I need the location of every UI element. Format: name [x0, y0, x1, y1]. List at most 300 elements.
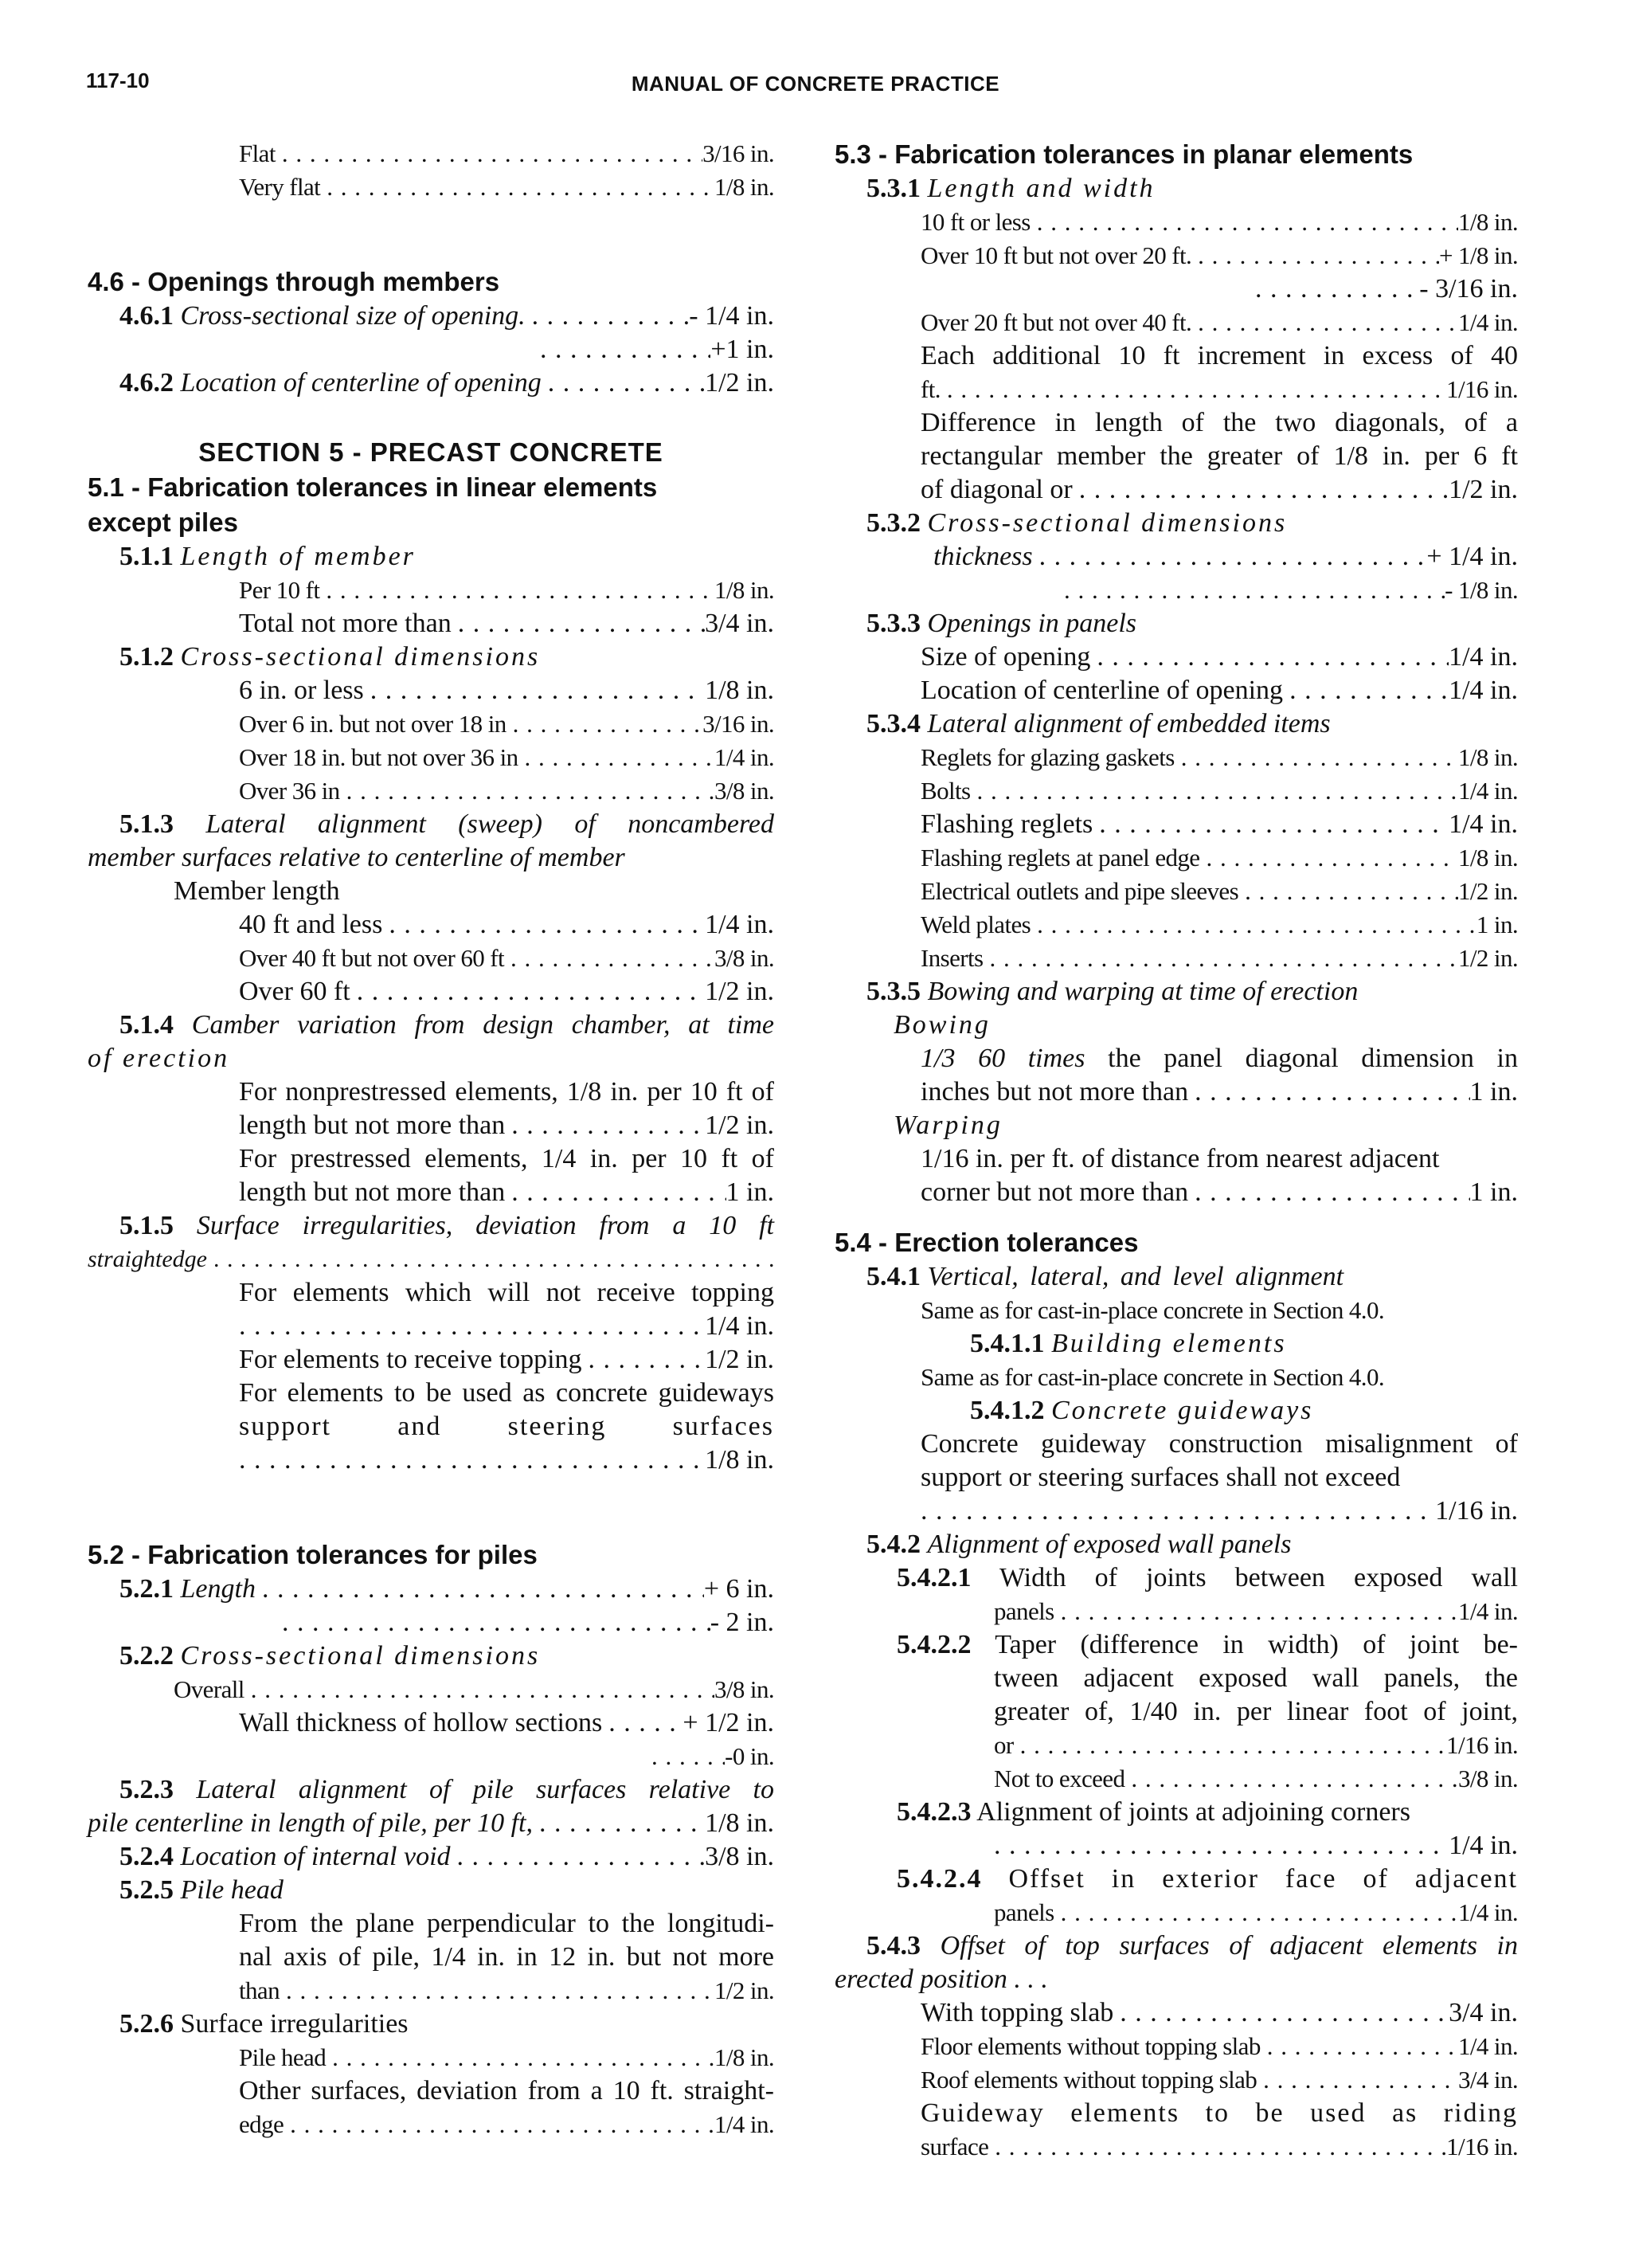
tolerance-row — [239, 1310, 774, 1343]
tolerance-row — [921, 473, 1518, 507]
row-label: length but not more than — [239, 1110, 506, 1140]
tolerance-row — [239, 1706, 774, 1740]
tolerance-row — [921, 2030, 1518, 2063]
leader-dots — [504, 942, 714, 975]
leader-dots — [451, 1840, 706, 1874]
body-text: tween adjacent exposed wall panels, the — [994, 1663, 1518, 1693]
row-label: ft. — [921, 375, 941, 403]
subheading: Warping — [894, 1110, 1003, 1140]
subsection-row — [119, 808, 774, 841]
section-heading: 5.4 - Erection tolerances — [835, 1228, 1139, 1257]
row-value: 1/2 in. — [705, 368, 774, 398]
row-label: Floor elements without topping slab — [921, 2032, 1261, 2060]
multiplier: 60 times — [978, 1044, 1085, 1073]
subsection-number: 5.1.1 — [119, 542, 174, 571]
row-value: 3/4 in. — [705, 609, 774, 638]
subsection-row — [866, 1528, 1518, 1561]
tolerance-row — [921, 239, 1518, 272]
section-heading: 5.3 - Fabrication tolerances in planar elements — [835, 139, 1414, 169]
subsection-number: 5.4.2.2 — [897, 1630, 972, 1659]
row-value: 1/4 in. — [705, 1311, 774, 1341]
tolerance-row — [239, 674, 774, 707]
body-text-part: in. per ft. of distance from nearest adjacent — [975, 1144, 1440, 1173]
tolerance-row — [239, 170, 774, 204]
subsection-number: 5.4.1.2 — [970, 1396, 1045, 1425]
row-label: thickness — [933, 542, 1033, 571]
subsection-title: Cross-sectional dimensions — [180, 1641, 541, 1671]
leader-dots — [452, 607, 705, 640]
row-label: of diagonal or — [921, 475, 1073, 504]
subsection-number: 5.3.2 — [866, 508, 921, 538]
row-value: 1/16 in. — [1446, 1731, 1518, 1759]
tolerance-row — [921, 841, 1518, 875]
row-label: panels — [994, 1898, 1054, 1926]
tolerance-row — [239, 741, 774, 774]
subsection-number: 5.2.1 — [119, 1574, 174, 1604]
leader-dots — [1054, 1896, 1458, 1929]
subsection-number: 5.1.3 — [119, 809, 174, 839]
tolerance-row — [239, 942, 774, 975]
row-value: 1/4 in. — [714, 743, 774, 771]
leader-dots — [1257, 2063, 1458, 2097]
leader-dots — [1199, 841, 1458, 875]
subsection-row — [866, 707, 1518, 741]
subsection-title: Length — [180, 1574, 256, 1604]
row-value: 1 in. — [1469, 1077, 1518, 1107]
subsection-number: 5.2.6 — [119, 2009, 174, 2039]
leader-dots — [1188, 1176, 1469, 1209]
subsection-number: 5.3.3 — [866, 609, 921, 638]
subsection-number: 5.3.1 — [866, 174, 921, 203]
subsection-row — [866, 975, 1518, 1009]
section-heading: 5.1 - Fabrication tolerances in linear elements — [88, 472, 658, 502]
page-number: 117-10 — [86, 69, 150, 92]
row-label: Over 20 ft but not over 40 ft. — [921, 308, 1192, 336]
row-value: 1/8 in. — [705, 676, 774, 705]
leader-dots — [1054, 1595, 1458, 1628]
body-text: nal axis of pile, 1/4 in. in 12 in. but not more — [239, 1942, 774, 1972]
subsection-row — [866, 607, 1518, 640]
leader-dots — [1031, 206, 1458, 239]
body-text — [921, 1042, 1518, 1075]
left-column — [88, 137, 774, 2141]
row-label: Over 18 in. but not over 36 in — [239, 743, 518, 771]
tolerance-row — [88, 1243, 774, 1276]
row-value: 1/4 in. — [1449, 676, 1518, 705]
leader-dots — [526, 300, 690, 333]
subsection-row — [119, 1840, 774, 1874]
row-value: 1/16 in. — [1446, 2133, 1518, 2160]
row-value: 1/8 in. — [705, 1808, 774, 1838]
subsection-title: Alignment of exposed wall panels — [927, 1530, 1292, 1559]
row-value: 1/4 in. — [1457, 777, 1518, 805]
row-value: 3/4 in. — [1449, 1998, 1518, 2027]
section-heading: 5.2 - Fabrication tolerances for piles — [88, 1540, 538, 1569]
body-text: For elements to be used as concrete guideways — [239, 1378, 774, 1408]
row-label: length but not more than — [239, 1177, 506, 1207]
leader-dots — [319, 574, 714, 607]
row-value: 3/16 in. — [702, 710, 774, 738]
tolerance-row — [921, 306, 1518, 339]
subsection-row — [866, 1929, 1518, 1963]
subsection-row — [897, 1863, 1518, 1896]
subsection-row — [119, 1639, 774, 1673]
row-value: - 1/8 in. — [1445, 576, 1518, 604]
row-value: 1/8 in. — [1457, 844, 1518, 872]
subsection-title: Openings in panels — [927, 609, 1137, 638]
subsection-title: Cross-sectional size of opening. — [180, 301, 526, 331]
subsection-number: 5.3.5 — [866, 977, 921, 1006]
subsection-row — [897, 1628, 1518, 1662]
leader-dots — [1238, 875, 1458, 908]
leader-dots — [533, 1807, 705, 1840]
tolerance-row — [239, 707, 774, 741]
row-value: - 1/4 in. — [689, 301, 774, 331]
leader-dots — [284, 2108, 714, 2141]
subsection-row — [119, 1773, 774, 1807]
tolerance-row — [921, 741, 1518, 774]
row-value: 3/8 in. — [714, 777, 774, 805]
tolerance-row — [921, 640, 1518, 674]
body-text: Each additional 10 ft increment in excess of 40 — [921, 341, 1518, 370]
row-value: 1/16 in. — [1435, 1496, 1518, 1526]
subsection-title: Location of centerline of opening — [180, 368, 542, 398]
row-value: 1 in. — [1469, 1177, 1518, 1207]
leader-dots — [970, 774, 1458, 808]
body-text: Difference in length of the two diagonals, of a — [921, 408, 1518, 437]
body-text: support or steering surfaces shall not exceed — [921, 1463, 1401, 1492]
leader-dots — [1073, 473, 1449, 507]
row-value: 1/8 in. — [714, 576, 774, 604]
tolerance-row — [994, 1762, 1518, 1796]
subsection-row — [119, 1209, 774, 1243]
row-label: Inserts — [921, 944, 984, 972]
tolerance-row — [921, 774, 1518, 808]
row-value: - 3/16 in. — [1419, 274, 1518, 304]
body-text: For nonprestressed elements, 1/8 in. per 10 ft of — [239, 1077, 774, 1107]
row-value: + 1/8 in. — [1438, 241, 1518, 269]
row-value: 1/8 in. — [714, 173, 774, 201]
row-value: 3/8 in. — [705, 1842, 774, 1871]
subsection-title: Bowing and warping at time of erection — [927, 977, 1359, 1006]
subsection-title: Building elements — [1051, 1329, 1287, 1358]
leader-dots — [505, 1176, 726, 1209]
row-label: surface — [921, 2133, 989, 2160]
leader-dots — [505, 1109, 705, 1142]
subsection-row — [866, 507, 1518, 540]
leader-dots — [1033, 540, 1427, 574]
tolerance-row — [933, 540, 1518, 574]
row-label: panels — [994, 1597, 1054, 1625]
tolerance-row — [239, 908, 774, 942]
subsection-title: Location of internal void — [180, 1842, 451, 1871]
tolerance-row — [534, 333, 774, 366]
row-value: 1/4 in. — [714, 2110, 774, 2138]
leader-dots — [542, 366, 705, 400]
right-column — [835, 137, 1518, 2164]
tolerance-row — [239, 1974, 774, 2008]
subsection-row — [119, 1009, 774, 1042]
subsection-number: 4.6.2 — [119, 368, 174, 398]
row-value: 1/2 in. — [1457, 944, 1518, 972]
tolerance-row — [239, 2041, 774, 2074]
tolerance-row — [921, 875, 1518, 908]
row-value: 1/2 in. — [1449, 475, 1518, 504]
tolerance-row — [88, 1807, 774, 1840]
subsection-row — [897, 1796, 1518, 1829]
row-value: +1 in. — [710, 335, 774, 364]
body-text-part: Alignment of joints at adjoining corners — [976, 1797, 1410, 1827]
row-label: Location of centerline of opening — [921, 676, 1284, 705]
row-value: 1/4 in. — [1449, 809, 1518, 839]
leader-dots — [276, 137, 702, 170]
subsection-row — [866, 1260, 1518, 1294]
subsection-title-cont: erected position . . . — [835, 1964, 1048, 1994]
row-label: Overall — [174, 1675, 244, 1703]
leader-dots — [645, 1740, 725, 1773]
leader-dots — [1191, 239, 1439, 272]
tolerance-row — [239, 1109, 774, 1142]
row-label: Flashing reglets — [921, 809, 1093, 839]
body-text: Same as for cast-in-place concrete in Section 4.0. — [921, 1363, 1385, 1391]
row-label: Very flat — [239, 173, 321, 201]
row-value: 3/4 in. — [1457, 2066, 1518, 2094]
subsection-title: Camber variation from design chamber, at time — [191, 1010, 774, 1040]
subsection-row — [119, 300, 774, 333]
leader-dots — [534, 333, 710, 366]
tolerance-row — [994, 1829, 1518, 1863]
leader-dots — [1113, 1996, 1449, 2030]
subsection-title: Cross-sectional dimensions — [180, 642, 541, 672]
tolerance-row — [921, 1494, 1518, 1528]
subsection-number: 5.2.2 — [119, 1641, 174, 1671]
tolerance-row — [1249, 272, 1518, 306]
body-text-part: Offset in exterior face of adjacent — [1008, 1864, 1518, 1894]
subsection-row — [119, 1874, 774, 1907]
leader-dots — [994, 1829, 1449, 1863]
leader-dots — [1191, 306, 1458, 339]
leader-dots — [1031, 908, 1477, 942]
leader-dots — [1014, 1729, 1446, 1762]
leader-dots — [507, 707, 702, 741]
subsection-number: 5.4.3 — [866, 1931, 921, 1961]
row-label: corner but not more than — [921, 1177, 1189, 1207]
row-label: or — [994, 1731, 1014, 1759]
row-value: 1/2 in. — [714, 1976, 774, 2004]
subsection-number: 4.6.1 — [119, 301, 174, 331]
subsection-title-cont: member surfaces relative to centerline of member — [88, 843, 625, 872]
leader-dots — [239, 1443, 705, 1477]
tolerance-row — [921, 674, 1518, 707]
leader-dots — [207, 1243, 774, 1276]
row-value: 1/8 in. — [705, 1445, 774, 1475]
leader-dots — [1090, 640, 1449, 674]
tolerance-row — [921, 942, 1518, 975]
body-text: Concrete guideway construction misalignment of — [921, 1429, 1518, 1459]
tolerance-row — [239, 2108, 774, 2141]
body-text: Other surfaces, deviation from a 10 ft. straight- — [239, 2076, 774, 2105]
leader-dots — [1093, 808, 1449, 841]
row-value: 1/4 in. — [1457, 1898, 1518, 1926]
row-value: 1/4 in. — [1457, 2032, 1518, 2060]
subsection-row — [119, 640, 774, 674]
row-value: 1/8 in. — [1457, 743, 1518, 771]
row-value: 1/8 in. — [714, 2043, 774, 2071]
body-text: For prestressed elements, 1/4 in. per 10 ft of — [239, 1144, 774, 1173]
subsection-number: 5.4.2.1 — [897, 1563, 972, 1592]
section-heading: 4.6 - Openings through members — [88, 267, 500, 296]
row-label: edge — [239, 2110, 284, 2138]
row-value: 3/8 in. — [714, 1675, 774, 1703]
subsection-title: Pile head — [180, 1875, 284, 1905]
subsection-number: 5.1.5 — [119, 1211, 174, 1240]
tolerance-row — [994, 1595, 1518, 1628]
body-text: For elements which will not receive topping — [239, 1278, 774, 1307]
row-label: Flashing reglets at panel edge — [921, 844, 1200, 872]
subsection-title-cont: of erection — [88, 1044, 230, 1073]
tolerance-row — [921, 1996, 1518, 2030]
row-label: pile centerline in length of pile, per 10 ft, — [88, 1808, 533, 1838]
subsection-title: Lateral alignment of embedded items — [927, 709, 1331, 738]
subsection-number: 5.2.3 — [119, 1775, 174, 1804]
row-value: 1/8 in. — [1457, 208, 1518, 236]
leader-dots — [276, 1606, 710, 1639]
row-label: than — [239, 1976, 280, 2004]
leader-dots — [256, 1573, 704, 1606]
leader-dots — [280, 1974, 714, 2008]
row-value: 1/2 in. — [705, 1345, 774, 1374]
row-label: Over 36 in — [239, 777, 340, 805]
tolerance-row — [921, 808, 1518, 841]
subsection-number: 5.3.4 — [866, 709, 921, 738]
leader-dots — [921, 1494, 1435, 1528]
row-label: straightedge — [88, 1246, 207, 1272]
row-label: Roof elements without topping slab — [921, 2066, 1257, 2094]
leader-dots — [1124, 1762, 1458, 1796]
row-label: Total not more than — [239, 609, 452, 638]
leader-dots — [1188, 1075, 1469, 1109]
subsection-row — [119, 2008, 774, 2041]
tolerance-row — [921, 1075, 1518, 1109]
subsection-title: Lateral alignment (sweep) of noncambered — [205, 809, 775, 839]
row-label: Pile head — [239, 2043, 327, 2071]
row-value: 3/8 in. — [1457, 1765, 1518, 1792]
leader-dots — [239, 1310, 705, 1343]
subsection-row — [970, 1327, 1518, 1361]
row-label: Over 6 in. but not over 18 in — [239, 710, 507, 738]
body-text-part: the panel diagonal dimension in — [1108, 1044, 1519, 1073]
subsection-number: 5.1.2 — [119, 642, 174, 672]
row-label: Reglets for glazing gaskets — [921, 743, 1175, 771]
row-value: + 6 in. — [703, 1574, 774, 1604]
subsection-title: Concrete guideways — [1051, 1396, 1314, 1425]
row-label: 10 ft or less — [921, 208, 1031, 236]
row-label: Flat — [239, 139, 276, 167]
row-label: Weld plates — [921, 911, 1031, 938]
row-value: 1/4 in. — [1457, 1597, 1518, 1625]
row-value: 1/4 in. — [1449, 1831, 1518, 1860]
row-value: 1/4 in. — [705, 910, 774, 939]
subsection-number: 5.4.2.3 — [897, 1797, 972, 1827]
row-value: 1 in. — [1476, 911, 1518, 938]
body-text-part: Width of joints between exposed wall — [999, 1563, 1518, 1592]
row-label: Over 40 ft but not over 60 ft — [239, 944, 505, 972]
subsection-number: 5.1.4 — [119, 1010, 174, 1040]
tolerance-row — [239, 574, 774, 607]
row-value: - 2 in. — [710, 1608, 774, 1637]
fraction: 1/16 — [921, 1144, 969, 1173]
tolerance-row — [239, 975, 774, 1009]
row-label: 40 ft and less — [239, 910, 383, 939]
row-label: Size of opening — [921, 642, 1091, 672]
subsection-row — [119, 1573, 774, 1606]
row-value: 1/2 in. — [705, 1110, 774, 1140]
tolerance-row — [239, 1443, 774, 1477]
leader-dots — [988, 2130, 1446, 2164]
body-text: From the plane perpendicular to the longitudi- — [239, 1909, 774, 1938]
subsection-title: Surface irregularities, deviation from a 10 ft — [196, 1211, 775, 1240]
row-value: 1/4 in. — [1457, 308, 1518, 336]
running-header: MANUAL OF CONCRETE PRACTICE — [631, 72, 1000, 96]
body-text: Guideway elements to be used as riding — [921, 2098, 1518, 2128]
row-label: Over 10 ft but not over 20 ft. — [921, 241, 1192, 269]
body-text: support and steering surfaces — [239, 1412, 774, 1441]
tolerance-row — [921, 373, 1518, 406]
tolerance-row — [921, 2063, 1518, 2097]
row-label: 6 in. or less — [239, 676, 364, 705]
subsection-number: 5.4.1 — [866, 1262, 921, 1291]
tolerance-row — [921, 2130, 1518, 2164]
body-text — [921, 1142, 1518, 1176]
section-title: SECTION 5 - PRECAST CONCRETE — [198, 437, 663, 467]
leader-dots — [582, 1343, 706, 1377]
tolerance-row — [994, 1729, 1518, 1762]
row-label: Wall thickness of hollow sections — [239, 1708, 603, 1737]
row-value: 1/2 in. — [705, 977, 774, 1006]
row-value: 3/8 in. — [714, 944, 774, 972]
row-value: 1 in. — [726, 1177, 774, 1207]
row-label: With topping slab — [921, 1998, 1114, 2027]
subsection-number: 5.4.2 — [866, 1530, 921, 1559]
leader-dots — [364, 674, 705, 707]
tolerance-row — [239, 1176, 774, 1209]
row-label: Per 10 ft — [239, 576, 320, 604]
row-value: 1/4 in. — [1449, 642, 1518, 672]
subsection-title: Offset of top surfaces of adjacent elements in — [940, 1931, 1519, 1961]
tolerance-row — [645, 1740, 774, 1773]
body-text: Same as for cast-in-place concrete in Section 4.0. — [921, 1296, 1385, 1324]
subsection-number: 5.4.2.4 — [897, 1864, 983, 1894]
leader-dots — [1175, 741, 1458, 774]
leader-dots — [244, 1673, 714, 1706]
section-heading: except piles — [88, 507, 238, 537]
body-text-part: Taper (difference in width) of joint be- — [995, 1630, 1518, 1659]
row-value: + 1/2 in. — [683, 1708, 774, 1737]
leader-dots — [983, 942, 1458, 975]
leader-dots — [340, 774, 714, 808]
row-value: 1/16 in. — [1446, 375, 1518, 403]
row-value: + 1/4 in. — [1426, 542, 1518, 571]
row-label: Not to exceed — [994, 1765, 1125, 1792]
leader-dots — [1261, 2030, 1458, 2063]
tolerance-row — [921, 1176, 1518, 1209]
leader-dots — [602, 1706, 683, 1740]
row-label: Bolts — [921, 777, 971, 805]
subsection-title: Vertical, lateral, and level alignment — [927, 1262, 1344, 1291]
subsection-title: Cross-sectional dimensions — [927, 508, 1288, 538]
tolerance-row — [921, 908, 1518, 942]
subsection-title: Surface irregularities — [180, 2009, 409, 2039]
